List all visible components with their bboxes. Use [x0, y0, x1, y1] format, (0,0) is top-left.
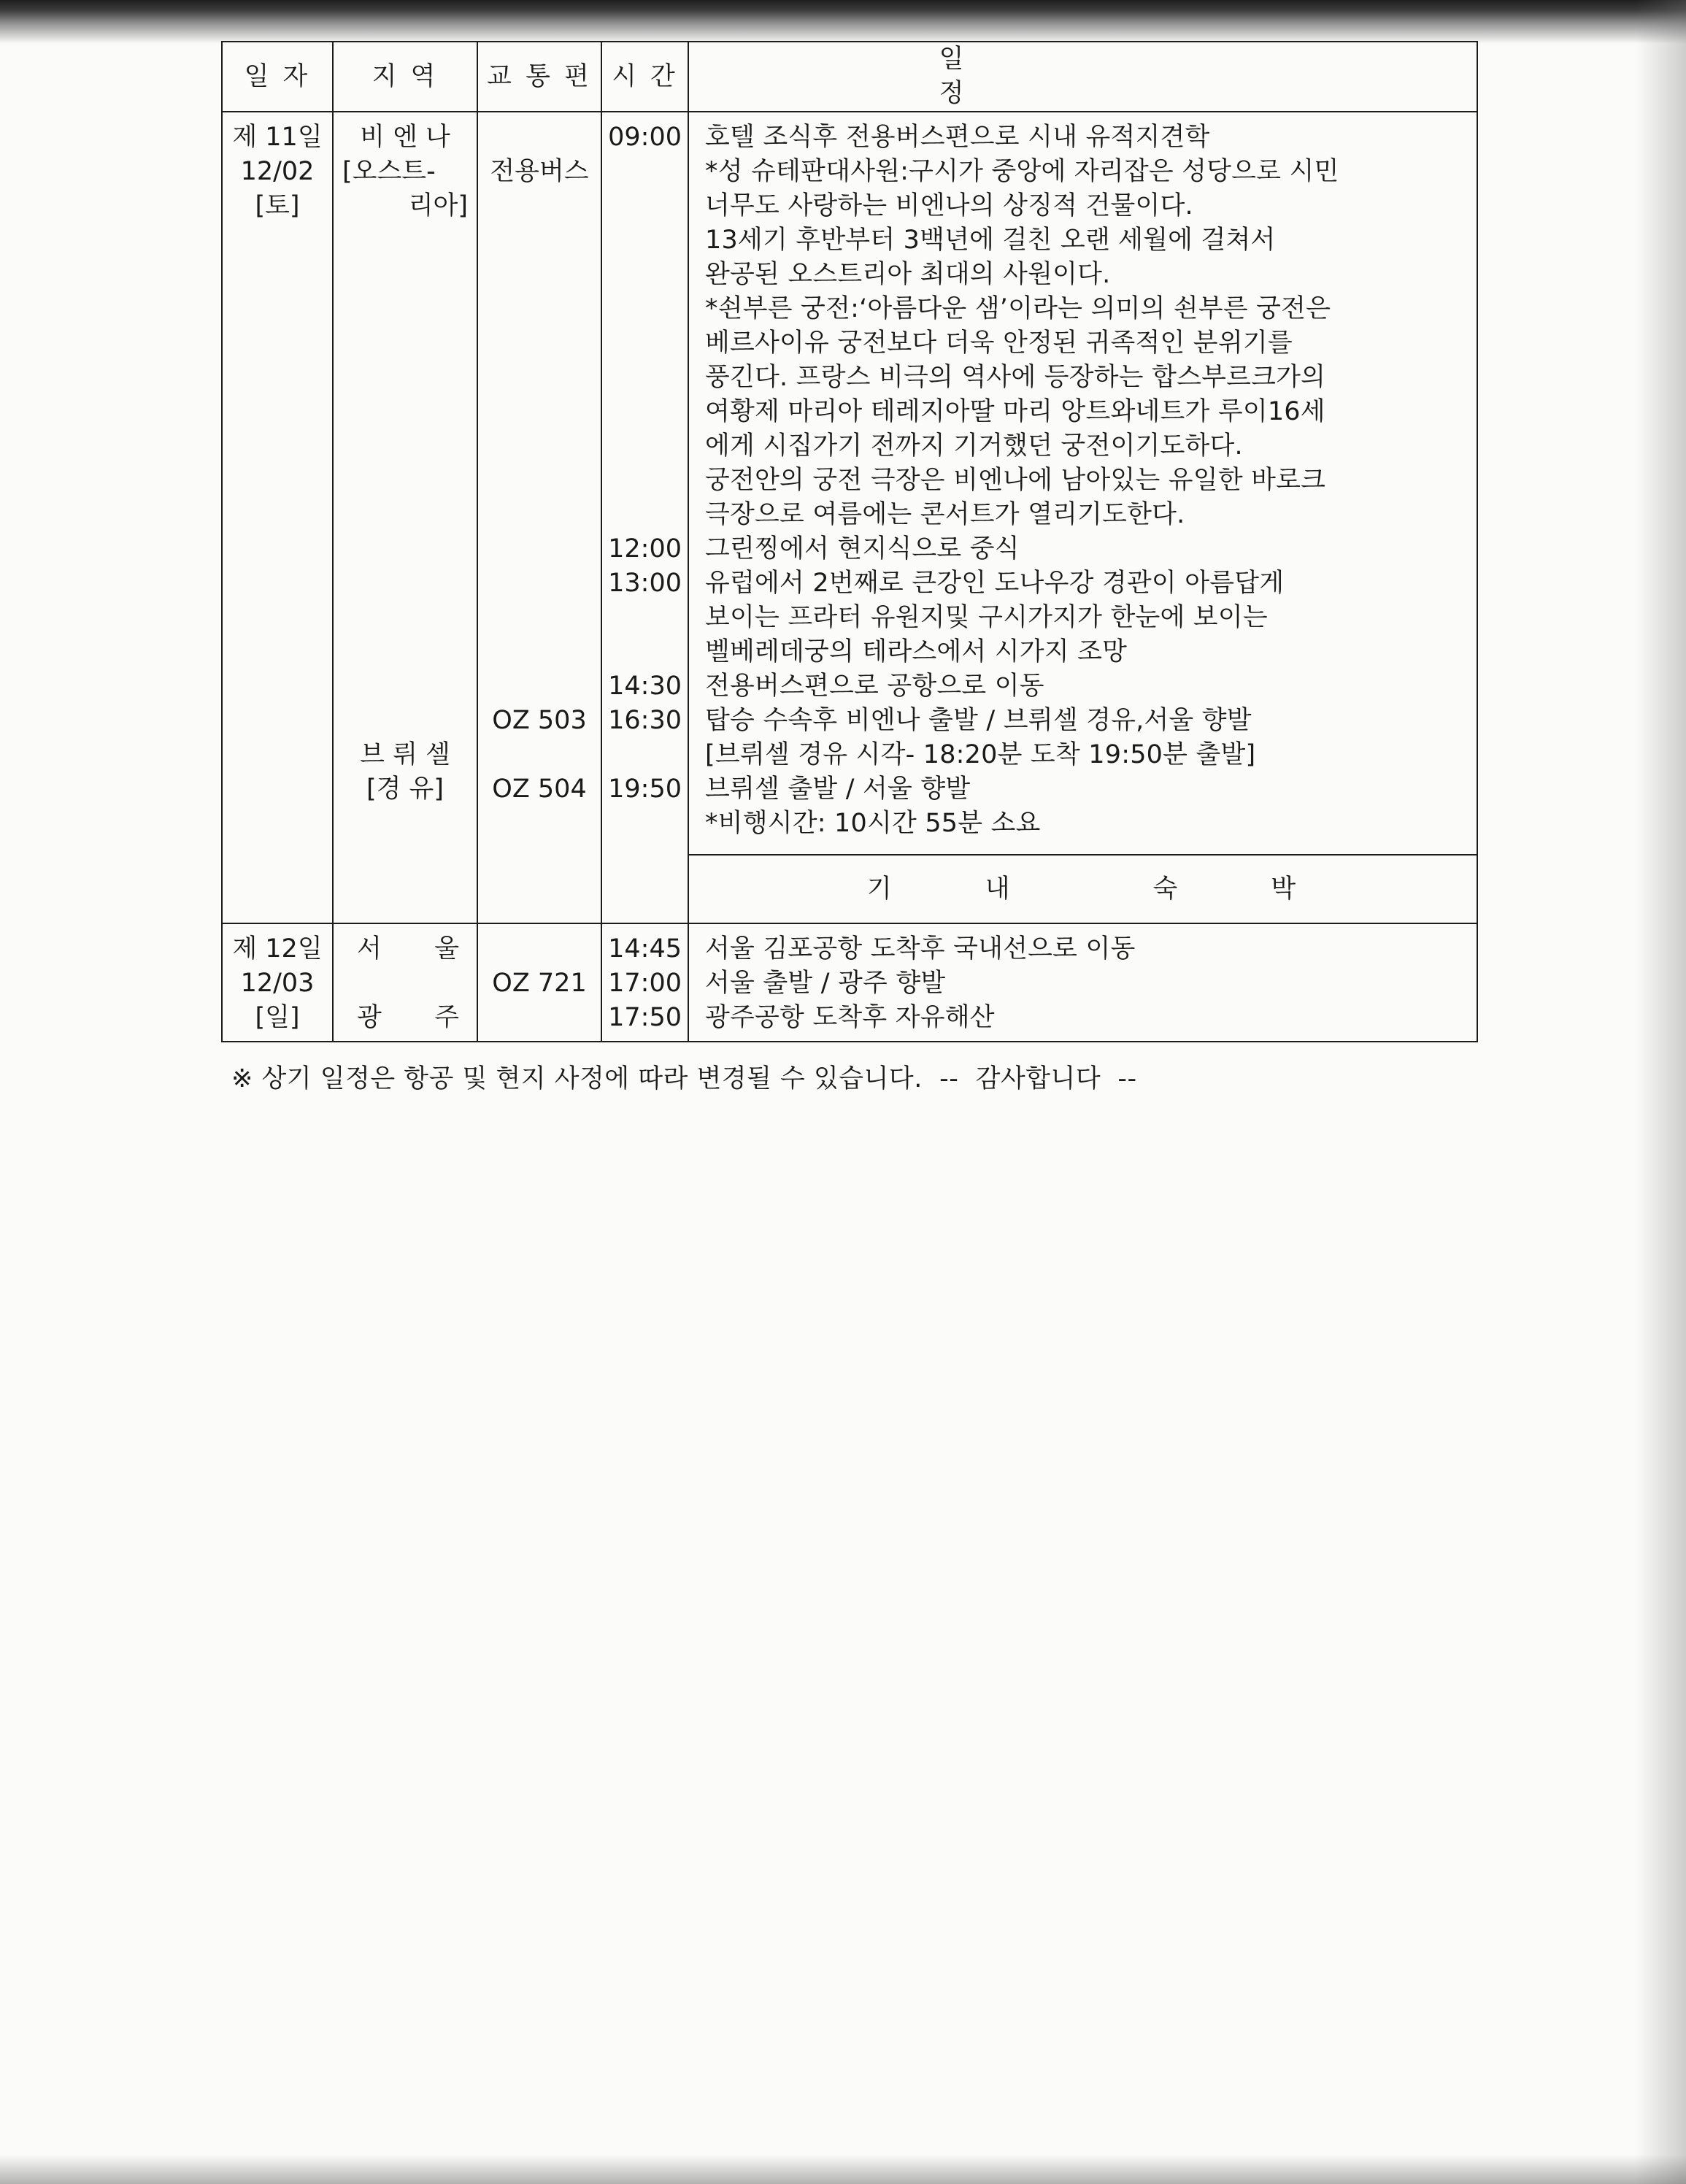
day-11-times — [601, 112, 688, 923]
time-1430: 14:30 — [608, 672, 682, 701]
day-11-date — [222, 112, 333, 923]
itinerary-sheet — [221, 41, 1478, 1095]
sched-line: 탑승 수속후 비엔나 출발 / 브뤼셀 경유,서울 향발 — [705, 706, 1252, 735]
day-11-date-mmdd: 12/02 — [240, 157, 315, 186]
region-gwangju-char: 주 — [434, 1003, 459, 1032]
sched-line: 브뤼셀 출발 / 서울 향발 — [705, 774, 971, 804]
time-1300: 13:00 — [608, 569, 682, 598]
region-vienna: 비 엔 나 — [360, 123, 450, 152]
region-seoul-char: 울 — [434, 934, 459, 964]
page-bottom-shadow — [0, 2155, 1686, 2184]
region-brussels: 브 뤼 셀 — [360, 740, 450, 769]
time-0900: 09:00 — [608, 123, 682, 152]
day-11-date-num: 제 11일 — [232, 123, 323, 152]
time-1950: 19:50 — [608, 774, 682, 804]
flight-oz503: OZ 503 — [492, 706, 587, 735]
sched-line: 완공된 오스트리아 최대의 사원이다. — [705, 260, 1111, 289]
sched-line: 베르사이유 궁전보다 더욱 안정된 귀족적인 분위기를 — [705, 328, 1293, 358]
footer-note: ※ 상기 일정은 항공 및 현지 사정에 따라 변경될 수 있습니다. -- 감사합니다 -- — [231, 1064, 1137, 1093]
sched-line: 에게 시집가기 전까지 기거했던 궁전이기도하다. — [705, 431, 1243, 461]
day-12-region — [333, 923, 477, 1042]
region-seoul — [334, 932, 477, 966]
day-12-times — [601, 923, 688, 1042]
time-1630: 16:30 — [608, 706, 682, 735]
sched-line: 서울 김포공항 도착후 국내선으로 이동 — [705, 934, 1136, 964]
header-region: 지 역 — [333, 42, 477, 112]
sched-line: 여황제 마리아 테레지아딸 마리 앙트와네트가 루이16세 — [705, 397, 1325, 426]
day-12-date-mmdd: 12/03 — [240, 969, 315, 998]
sched-line: 궁전안의 궁전 극장은 비엔나에 남아있는 유일한 바로크 — [705, 466, 1326, 495]
time-1750: 17:50 — [608, 1003, 682, 1032]
page-right-shadow — [1635, 0, 1686, 2184]
overnight-char: 내 — [985, 874, 1013, 904]
region-seoul-char: 서 — [357, 934, 382, 964]
page-top-shadow — [0, 0, 1686, 44]
flight-oz721: OZ 721 — [492, 969, 587, 998]
header-row — [222, 42, 1477, 112]
day-11-date-weekday: [토] — [255, 191, 300, 220]
sched-line: 벨베레데궁의 테라스에서 시가지 조망 — [705, 637, 1128, 666]
header-date: 일 자 — [222, 42, 333, 112]
day-11-schedule — [688, 112, 1477, 923]
overnight-char: 숙 — [1152, 874, 1181, 904]
region-gwangju — [334, 1001, 477, 1035]
time-1700: 17:00 — [608, 969, 682, 998]
day-12-row — [222, 923, 1477, 1042]
sched-line: 풍긴다. 프랑스 비극의 역사에 등장하는 합스부르크가의 — [705, 363, 1326, 392]
day-12-date-num: 제 12일 — [232, 934, 323, 964]
sched-line: 전용버스편으로 공항으로 이동 — [705, 672, 1044, 701]
time-1200: 12:00 — [608, 534, 682, 564]
sched-line: 유럽에서 2번째로 큰강인 도나우강 경관이 아름답게 — [705, 569, 1285, 598]
header-transport: 교 통 편 — [477, 42, 601, 112]
flight-oz504: OZ 504 — [492, 774, 587, 804]
region-gwangju-char: 광 — [357, 1003, 382, 1032]
sched-line: [브뤼셀 경유 시각- 18:20분 도착 19:50분 출발] — [705, 740, 1256, 769]
day-11-transport — [477, 112, 601, 923]
overnight-in-flight — [689, 854, 1477, 923]
sched-line: *비행시간: 10시간 55분 소요 — [705, 809, 1041, 838]
sched-line: 광주공항 도착후 자유해산 — [705, 1003, 995, 1032]
region-austria-1: [오스트- — [342, 157, 436, 186]
day-12-schedule — [688, 923, 1477, 1042]
sched-line: 서울 출발 / 광주 향발 — [705, 969, 946, 998]
time-1445: 14:45 — [608, 934, 682, 964]
sched-line: 그린찡에서 현지식으로 중식 — [705, 534, 1020, 564]
transport-bus: 전용버스 — [490, 157, 589, 186]
header-time: 시 간 — [601, 42, 688, 112]
header-schedule-text: 일 정 — [939, 45, 1227, 108]
day-11-row — [222, 112, 1477, 923]
sched-line: 호텔 조식후 전용버스편으로 시내 유적지견학 — [705, 123, 1210, 152]
sched-line: 극장으로 여름에는 콘서트가 열리기도한다. — [705, 500, 1185, 529]
sched-line: 보이는 프라터 유원지및 구시가지가 한눈에 보이는 — [705, 603, 1268, 632]
sched-line: *쇤부른 궁전:‘아름다운 샘’이라는 의미의 쇤부른 궁전은 — [705, 294, 1331, 323]
day-12-transport — [477, 923, 601, 1042]
region-austria-2: 리아] — [408, 191, 468, 220]
region-transit-label: [경 유] — [366, 774, 444, 804]
day-12-date-weekday: [일] — [255, 1003, 300, 1032]
itinerary-table — [221, 41, 1478, 1042]
sched-line: 너무도 사랑하는 비엔나의 상징적 건물이다. — [705, 191, 1193, 220]
day-12-date — [222, 923, 333, 1042]
overnight-char: 기 — [866, 874, 895, 904]
overnight-char: 박 — [1271, 874, 1299, 904]
header-schedule — [688, 42, 1477, 112]
day-11-region — [333, 112, 477, 923]
sched-line: 13세기 후반부터 3백년에 걸친 오랜 세월에 걸쳐서 — [705, 226, 1276, 255]
sched-line: *성 슈테판대사원:구시가 중앙에 자리잡은 성당으로 시민 — [705, 157, 1339, 186]
